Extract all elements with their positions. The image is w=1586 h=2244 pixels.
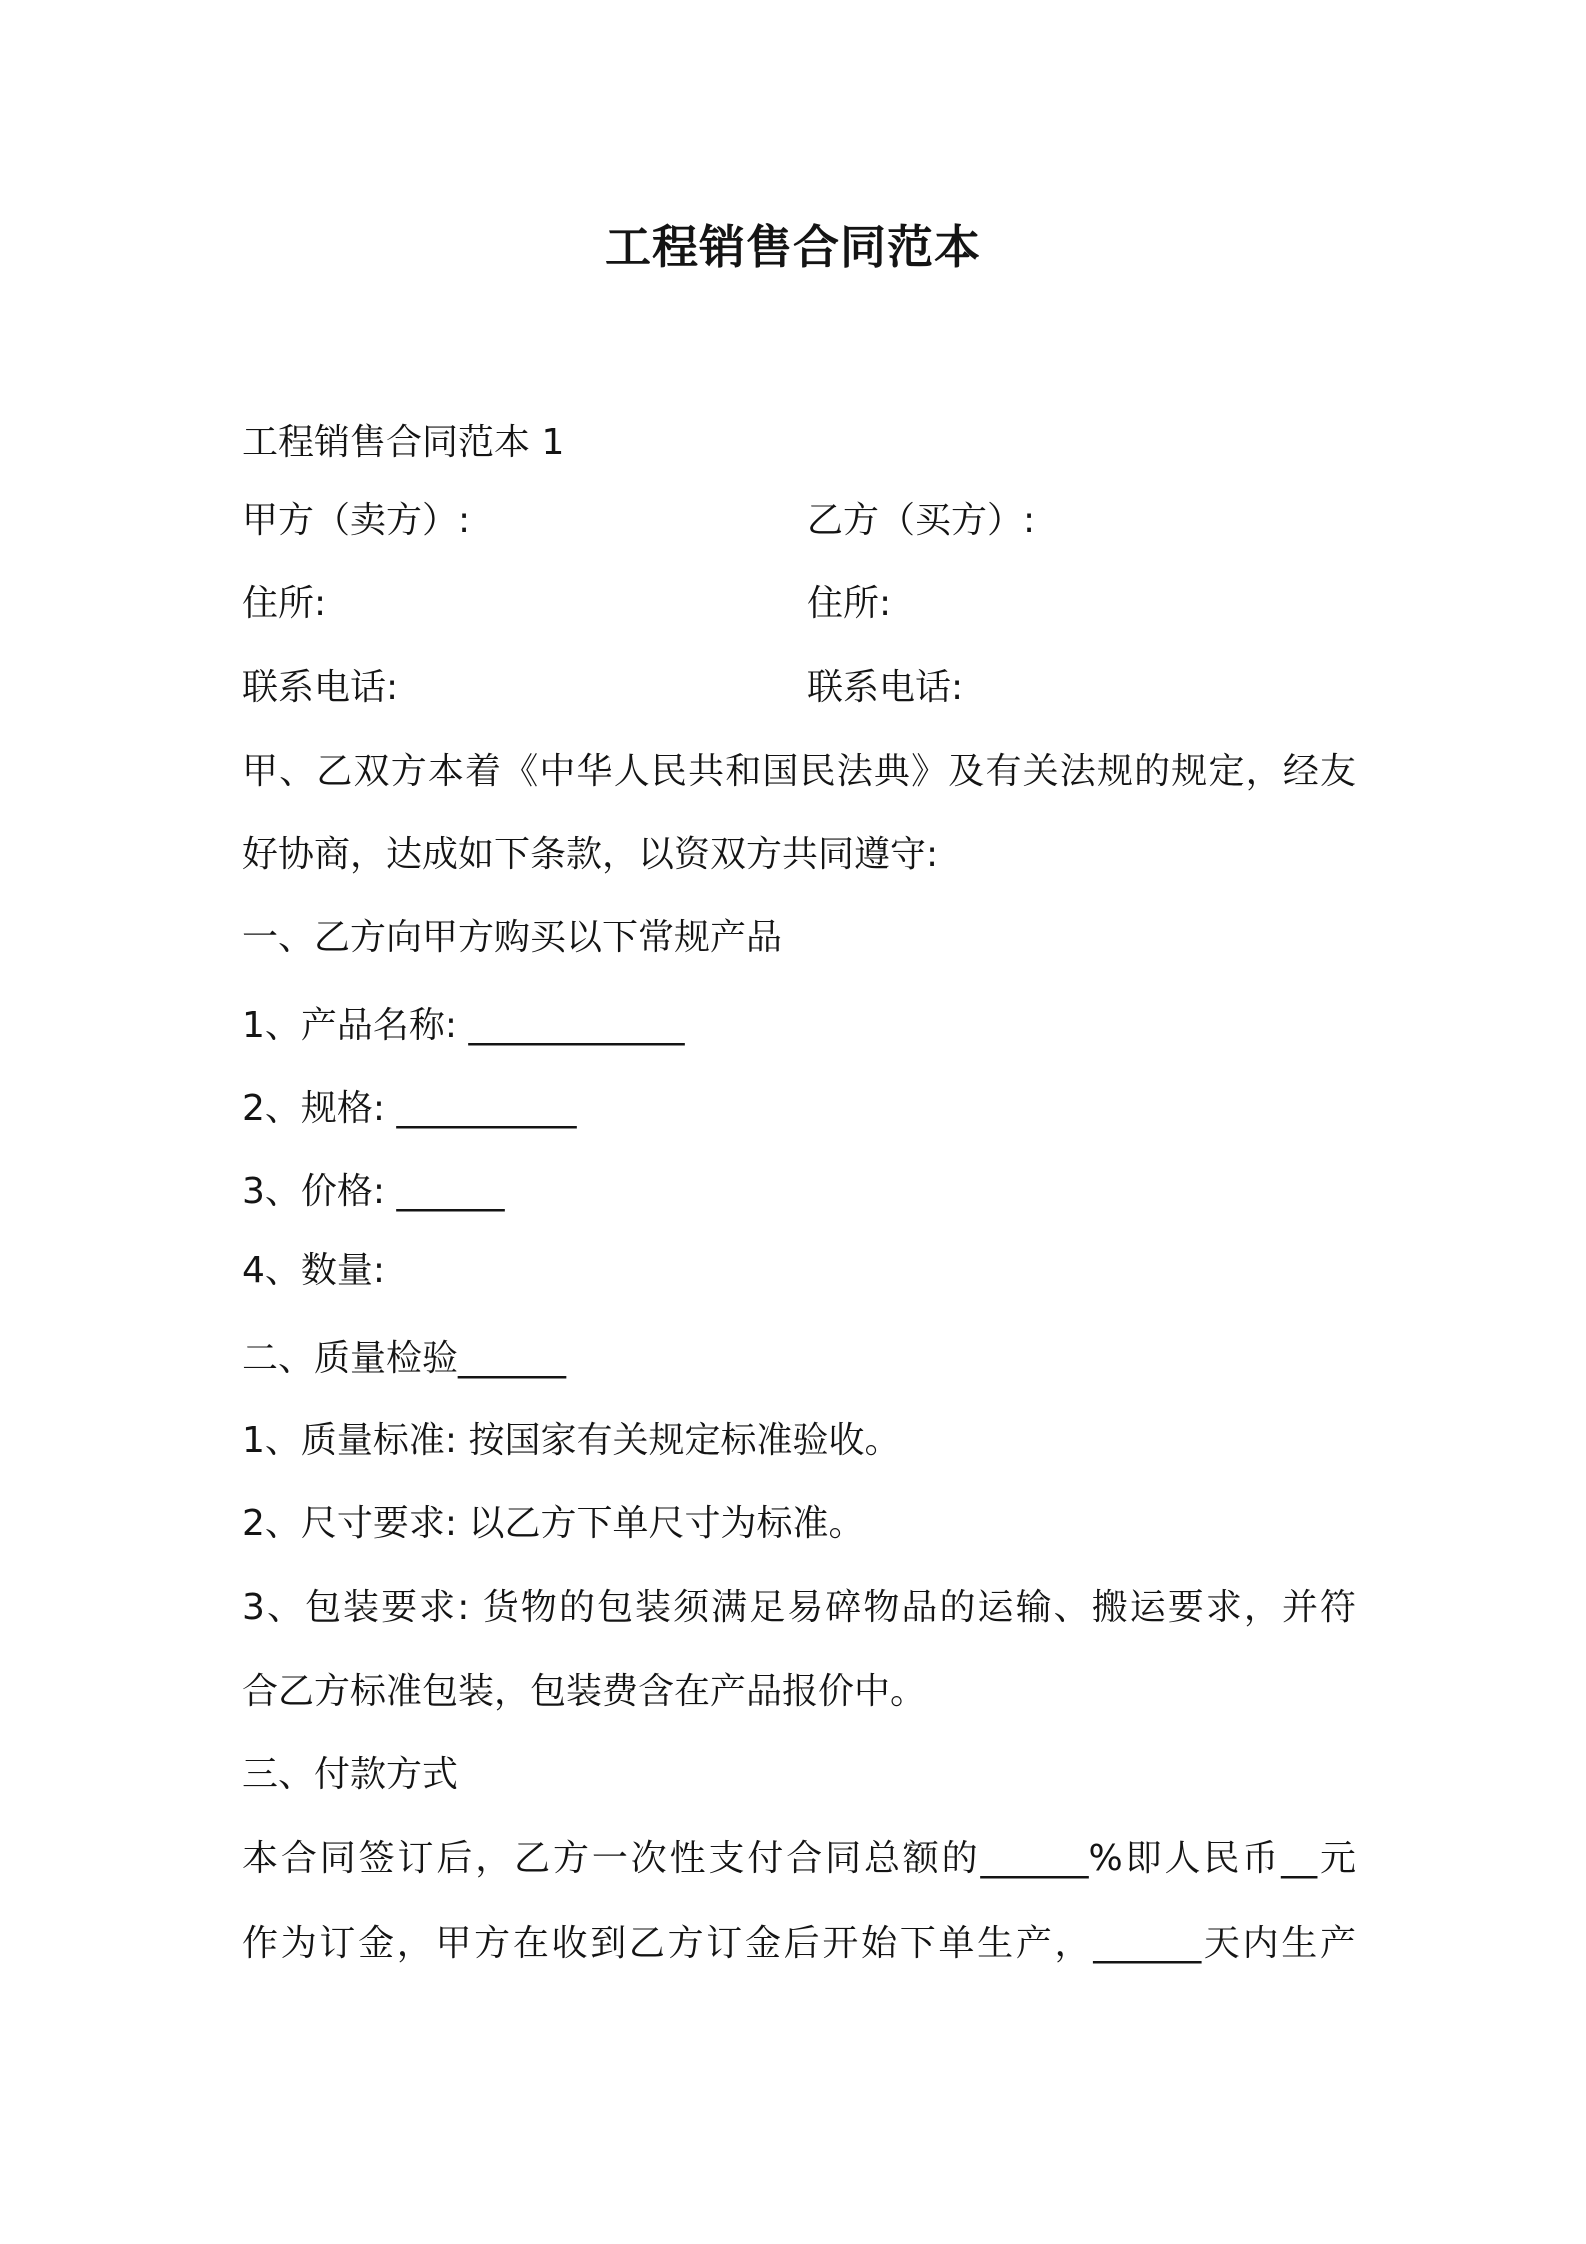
section-2-heading: 二、质量检验______ [242,1338,567,1379]
section-2-item-1: 1、质量标准: 按国家有关规定标准验收。 [242,1420,901,1461]
party-b-address: 住所: [807,583,892,624]
section-3-heading: 三、付款方式 [242,1754,459,1795]
party-a-address: 住所: [242,583,327,624]
section-2-item-3-line-2: 合乙方标准包装，包装费含在产品报价中。 [242,1671,927,1712]
section-3-line-1: 本合同签订后，乙方一次性支付合同总额的______%即人民币__元 [242,1838,1356,1879]
section-2-item-3-line-1: 3、包装要求: 货物的包装须满足易碎物品的运输、搬运要求，并符 [242,1587,1356,1628]
section-1-item-1: 1、产品名称: ____________ [242,1005,685,1046]
party-b-label: 乙方（买方）: [807,500,1036,541]
preamble-line-1: 甲、乙双方本着《中华人民共和国民法典》及有关法规的规定，经友 [242,751,1356,792]
party-a-label: 甲方（卖方）: [242,500,471,541]
party-a-phone: 联系电话: [242,667,399,708]
preamble-line-2: 好协商，达成如下条款，以资双方共同遵守: [242,834,939,875]
contract-subtitle: 工程销售合同范本 1 [242,422,565,463]
section-1-item-3: 3、价格: ______ [242,1171,505,1212]
section-2-item-2: 2、尺寸要求: 以乙方下单尺寸为标准。 [242,1503,865,1544]
section-3-line-2: 作为订金，甲方在收到乙方订金后开始下单生产，______天内生产 [242,1923,1356,1964]
party-b-phone: 联系电话: [807,667,964,708]
document-title: 工程销售合同范本 [605,220,981,274]
section-1-item-2: 2、规格: __________ [242,1088,577,1129]
section-1-heading: 一、乙方向甲方购买以下常规产品 [242,917,783,958]
section-1-item-4: 4、数量: [242,1250,386,1291]
